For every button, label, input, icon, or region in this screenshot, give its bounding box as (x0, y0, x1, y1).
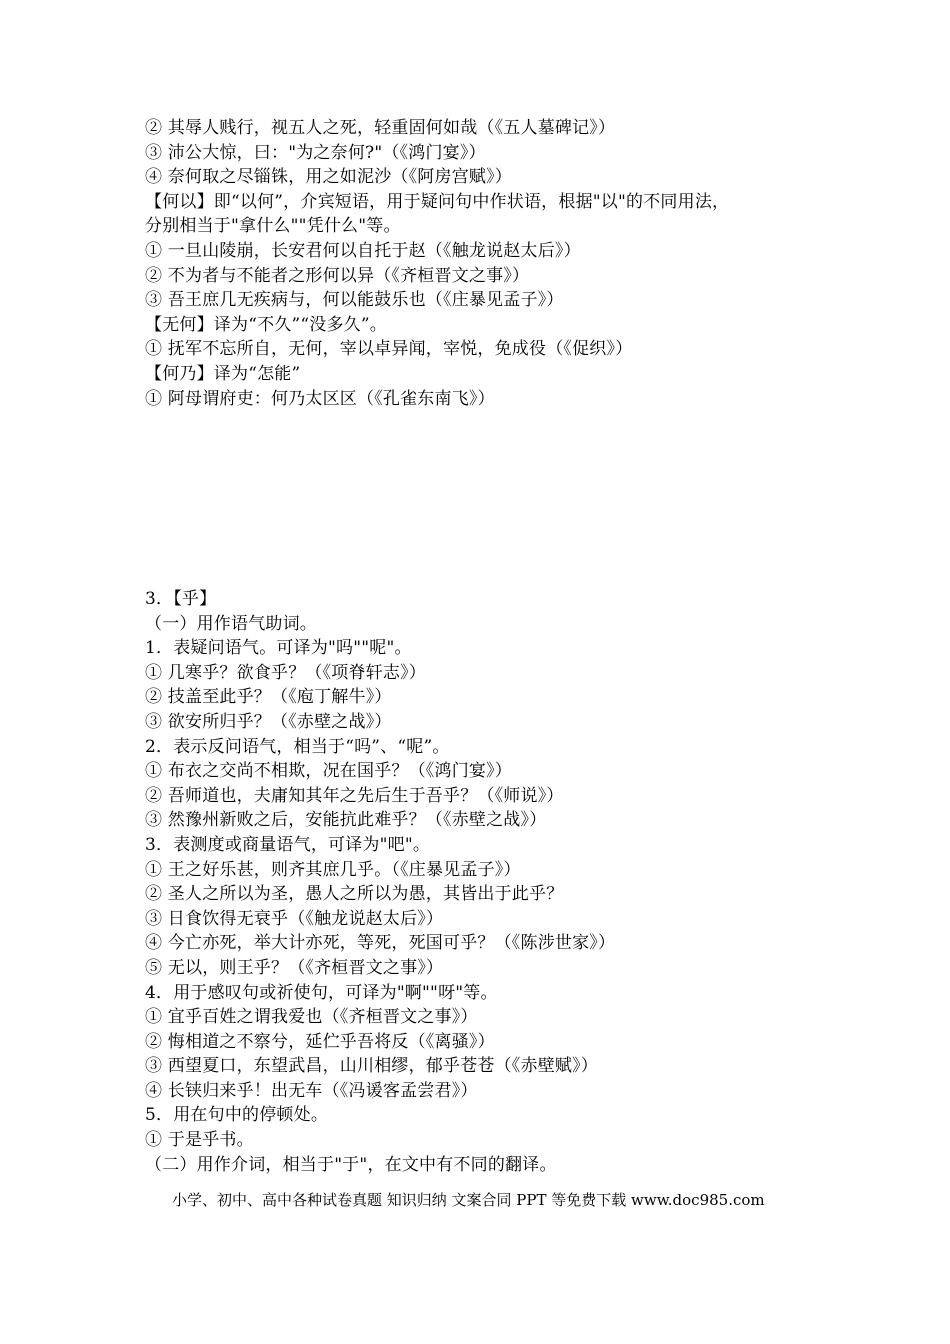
text-line: ④ 奈何取之尽锱铢，用之如泥沙（《阿房宫赋》） (145, 167, 513, 188)
text-line: ③ 欲安所归乎？（《赤壁之战》） (145, 711, 392, 732)
text-line: ② 其辱人贱行，视五人之死，轻重固何如哉（《五人墓碑记》） (145, 118, 616, 138)
section-hu (145, 587, 845, 1177)
text-line: ① 几寒乎？欲食乎？（《项脊轩志》） (145, 662, 427, 683)
text-line: ② 吾师道也，夫庸知其年之先后生于吾乎？（《师说》） (145, 785, 564, 806)
text-line: ③ 日食饮得无衰乎（《触龙说赵太后》） (145, 908, 444, 929)
subsection-heading: （一）用作语气助词。 (145, 613, 317, 634)
usage-heading: 1．表疑问语气。可译为"吗""呢"。 (145, 638, 412, 659)
subsection-heading: （二）用作介词，相当于"于"，在文中有不同的翻译。 (145, 1154, 557, 1175)
text-line: ① 于是乎书。 (145, 1130, 254, 1151)
text-line: ① 一旦山陵崩，长安君何以自托于赵（《触龙说赵太后》） (145, 240, 581, 261)
text-line: ② 不为者与不能者之形何以异（《齐桓晋文之事》） (145, 265, 530, 286)
text-line: ③ 西望夏口，东望武昌，山川相缪，郁乎苍苍（《赤壁赋》） (145, 1056, 599, 1077)
text-line: ① 抚军不忘所自，无何，宰以卓异闻，宰悦，免成役（《促织》） (145, 339, 633, 360)
text-line: ② 圣人之所以为圣，愚人之所以为愚，其皆出于此乎？ (145, 884, 564, 905)
text-line: ④ 今亡亦死，举大计亦死，等死，死国可乎？（《陈涉世家》） (145, 933, 616, 954)
section-heyi-wuhe (145, 116, 845, 411)
usage-heading: 3．表测度或商量语气，可译为"吧"。 (145, 834, 431, 855)
heading-heyi: 【何以】即“以何”，介宾短语，用于疑问句中作状语，根据"以"的不同用法， (145, 191, 730, 212)
text-line: ⑤ 无以，则王乎？（《齐桓晋文之事》） (145, 957, 444, 978)
text-line: ① 布衣之交尚不相欺，况在国乎？（《鸿门宴》） (145, 761, 513, 782)
text-line: ③ 然豫州新败之后，安能抗此难乎？（《赤壁之战》） (145, 810, 547, 831)
usage-heading: 2．表示反问语气，相当于“吗”、“呢”。 (145, 736, 450, 757)
section-title: 3．【乎】 (145, 589, 217, 609)
usage-heading: 5．用在句中的停顿处。 (145, 1105, 329, 1126)
heading-wuhe: 【无何】译为“不久”“没多久”。 (145, 314, 387, 335)
text-line: ② 悔相道之不察兮，延伫乎吾将反（《离骚》） (145, 1031, 495, 1052)
heading-henai: 【何乃】译为“怎能” (145, 363, 301, 384)
text-line: ③ 吾王庶几无疾病与，何以能鼓乐也（《庄暴见孟子》） (145, 290, 564, 311)
text-line: 分别相当于"拿什么""凭什么"等。 (145, 216, 401, 237)
text-line: ① 阿母谓府吏：何乃太区区（《孔雀东南飞》） (145, 388, 495, 409)
text-line: ① 王之好乐甚，则齐其庶几乎。（《庄暴见孟子》） (145, 859, 521, 880)
page-footer: 小学、初中、高中各种试卷真题 知识归纳 文案合同 PPT 等免费下载 www.doc985.com (172, 1191, 765, 1209)
usage-heading: 4．用于感叹句或祈使句，可译为"啊""呀"等。 (145, 982, 498, 1003)
text-line: ① 宜乎百姓之谓我爱也（《齐桓晋文之事》） (145, 1007, 478, 1028)
text-line: ② 技盖至此乎？（《庖丁解牛》） (145, 687, 392, 708)
text-line: ④ 长铗归来乎！出无车（《冯谖客孟尝君》） (145, 1080, 478, 1101)
text-line: ③ 沛公大惊，曰："为之奈何?"（《鸿门宴》） (145, 142, 486, 163)
